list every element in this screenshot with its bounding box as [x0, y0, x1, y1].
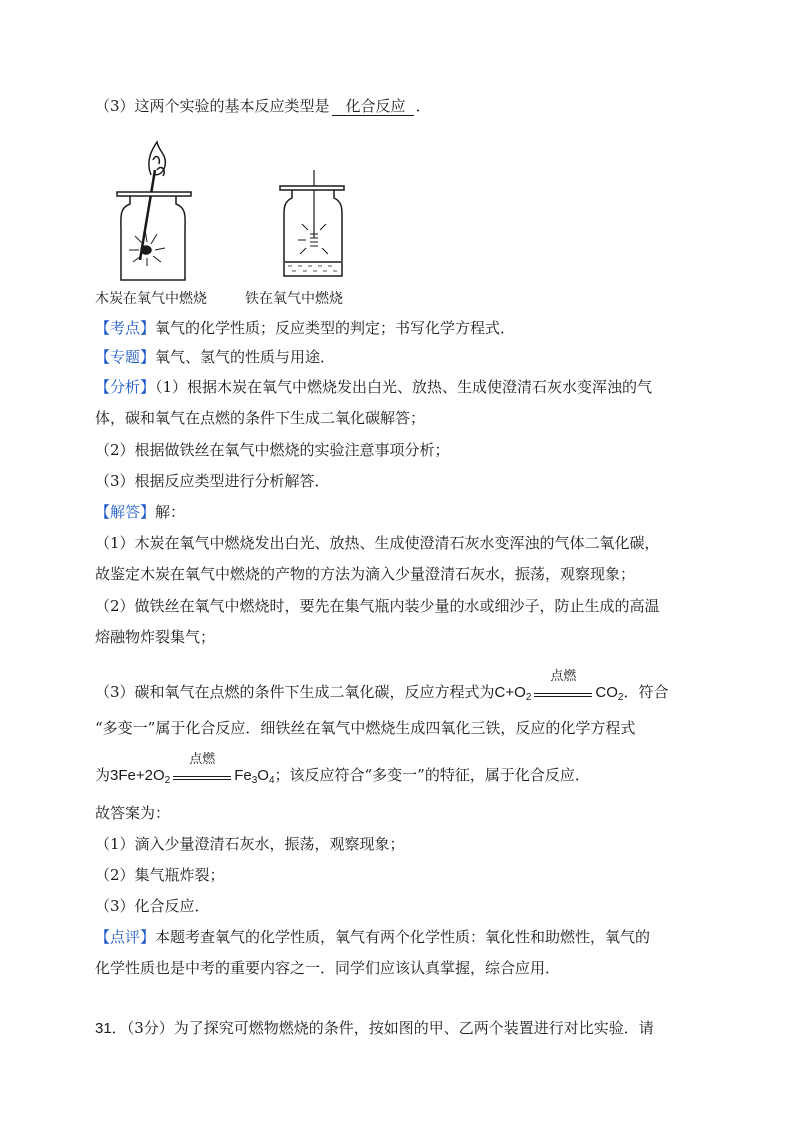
eq2-post: ；该反应符合“多变一”的特征，属于化合反应． — [274, 766, 590, 784]
jieda-tag: 【解答】 — [95, 503, 156, 521]
jieda-head-line — [95, 502, 185, 522]
zhuanti-tag: 【专题】 — [95, 348, 156, 366]
jieda-line-2: 故鉴定木炭在氧气中燃烧的产物的方法为滴入少量澄清石灰水，振荡，观察现象； — [95, 565, 636, 583]
fenxi-text-1: （1）根据木炭在氧气中燃烧发出白光、放热、生成使澄清石灰水变浑浊的气 — [155, 378, 653, 396]
fenxi-line-3: （2）根据做铁丝在氧气中燃烧的实验注意事项分析； — [95, 441, 450, 459]
caption-iron: 铁在氧气中燃烧 — [245, 291, 343, 307]
charcoal-burning-figure — [95, 140, 205, 290]
jieda-line-4: 熔融物炸裂集气； — [95, 628, 216, 646]
q3-suffix: ． — [415, 97, 431, 115]
kaodian-line — [95, 318, 515, 338]
equation-1-line — [95, 669, 669, 703]
eq1-reactant: $C+O_2$ — [494, 684, 532, 703]
eq1-condition: 点燃 — [534, 677, 592, 697]
answer-3: （3）化合反应． — [95, 897, 210, 915]
fenxi-tag: 【分析】 — [95, 378, 156, 396]
zhuanti-line — [95, 347, 335, 367]
q3-prefix: （3）这两个实验的基本反应类型是 — [95, 97, 330, 115]
q31-number: 31． — [95, 1020, 127, 1037]
kaodian-text: 氧气的化学性质；反应类型的判定；书写化学方程式． — [155, 319, 516, 337]
fenxi-line-2: 体，碳和氧气在点燃的条件下生成二氧化碳解答； — [95, 409, 426, 427]
q3-answer-blank: 化合反应 — [332, 97, 414, 116]
caption-charcoal: 木炭在氧气中燃烧 — [95, 291, 207, 307]
equation-2-line — [95, 752, 590, 786]
eq2-pre: 为 — [95, 766, 111, 784]
eq2-product: $Fe_3O_4$ — [234, 767, 275, 786]
eq2-reactant: $3Fe+2O_2$ — [110, 767, 171, 786]
dianping-tag: 【点评】 — [95, 928, 156, 946]
eq1-post: ．符合 — [623, 683, 669, 701]
answer-1: （1）滴入少量澄清石灰水，振荡，观察现象； — [95, 835, 405, 853]
eq1-pre: （3）碳和氧气在点燃的条件下生成二氧化碳，反应方程式为 — [95, 683, 495, 701]
q31-text: （3分）为了探究可燃物燃烧的条件，按如图的甲、乙两个装置进行对比实验．请 — [126, 1019, 654, 1037]
iron-burning-figure — [270, 168, 360, 286]
jieda-line-3: （2）做铁丝在氧气中燃烧时，要先在集气瓶内装少量的水或细沙子，防止生成的高温 — [95, 597, 660, 615]
kaodian-tag: 【考点】 — [95, 319, 156, 337]
jieda-line-6: “多变一”属于化合反应．细铁丝在氧气中燃烧生成四氧化三铁，反应的化学方程式 — [95, 719, 636, 737]
eq2-condition: 点燃 — [173, 760, 231, 780]
jieda-line-1: （1）木炭在氧气中燃烧发出白光、放热、生成使澄清石灰水变浑浊的气体二氧化碳， — [95, 534, 660, 552]
fenxi-line-4: （3）根据反应类型进行分析解答． — [95, 472, 330, 490]
question-3-line — [95, 96, 431, 116]
jieda-head: 解： — [155, 503, 186, 521]
dianping-line-2: 化学性质也是中考的重要内容之一．同学们应该认真掌握，综合应用． — [95, 959, 561, 977]
answer-2: （2）集气瓶炸裂； — [95, 866, 225, 884]
fenxi-line-1 — [95, 377, 652, 397]
question-31-line — [95, 1018, 654, 1039]
zhuanti-text: 氧气、氢气的性质与用途． — [155, 348, 336, 366]
answers-head: 故答案为： — [95, 804, 171, 822]
eq1-product: $CO_2$ — [595, 684, 624, 703]
dianping-line-1 — [95, 927, 650, 947]
dianping-text-1: 本题考查氧气的化学性质，氧气有两个化学性质：氧化性和助燃性，氧气的 — [155, 928, 651, 946]
